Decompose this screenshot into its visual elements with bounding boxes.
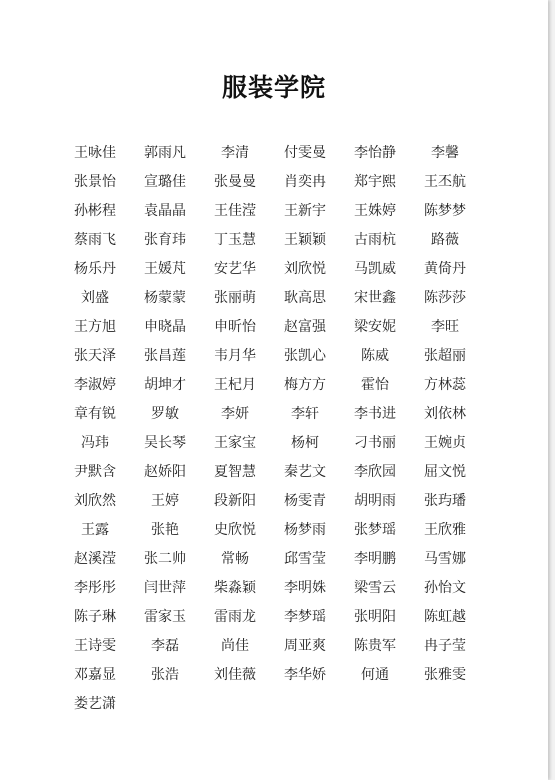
student-name: 杨乐丹 <box>74 261 116 277</box>
student-name: 李梦瑶 <box>284 609 326 625</box>
student-name: 吴长琴 <box>144 435 186 451</box>
student-name: 张玙璠 <box>424 493 466 509</box>
student-name: 王家宝 <box>214 435 256 451</box>
student-name: 申昕怡 <box>214 319 256 335</box>
student-name: 杨梦雨 <box>284 522 326 538</box>
student-name: 李旺 <box>431 319 459 335</box>
student-name: 张昌莲 <box>144 348 186 364</box>
student-name: 陈威 <box>361 348 389 364</box>
student-name: 杨蒙蒙 <box>144 290 186 306</box>
student-name: 孙彬程 <box>74 203 116 219</box>
page-title: 服装学院 <box>221 73 326 102</box>
student-name: 赵富强 <box>284 319 326 335</box>
student-name: 史欣悦 <box>214 522 256 538</box>
student-name: 邓嘉显 <box>74 667 116 683</box>
student-name: 李磊 <box>151 638 179 654</box>
student-name: 邱雪莹 <box>284 551 326 567</box>
student-name: 王丕航 <box>424 174 466 190</box>
student-name: 胡坤才 <box>144 377 186 393</box>
student-name: 蔡雨飞 <box>74 232 116 248</box>
student-name: 马凯威 <box>354 261 396 277</box>
student-name: 王佳滢 <box>214 203 256 219</box>
student-name: 梁雪云 <box>354 580 396 596</box>
student-name: 尚佳 <box>221 638 249 654</box>
student-name: 王诗雯 <box>74 638 116 654</box>
student-name: 张明阳 <box>354 609 396 625</box>
student-name: 李馨 <box>431 145 459 161</box>
student-name: 张二帅 <box>144 551 186 567</box>
student-name: 古雨杭 <box>354 232 396 248</box>
student-name: 陈莎莎 <box>424 290 466 306</box>
student-name: 郑宇熙 <box>354 174 396 190</box>
student-name: 安艺华 <box>214 261 256 277</box>
student-name: 王杞月 <box>214 377 256 393</box>
student-name: 陈虹越 <box>424 609 466 625</box>
student-name: 肖奕冉 <box>284 174 326 190</box>
student-name: 王欣雅 <box>424 522 466 538</box>
student-name: 李淑婷 <box>74 377 116 393</box>
student-name: 耿高思 <box>284 290 326 306</box>
student-name: 夏智慧 <box>214 464 256 480</box>
student-name: 杨柯 <box>291 435 319 451</box>
student-name: 马雪娜 <box>424 551 466 567</box>
student-name: 刘佳薇 <box>214 667 256 683</box>
student-name: 霍怡 <box>361 377 389 393</box>
student-name: 李明姝 <box>284 580 326 596</box>
student-name: 李彤彤 <box>74 580 116 596</box>
student-name: 周亚爽 <box>284 638 326 654</box>
student-name: 王方旭 <box>74 319 116 335</box>
student-name: 王姝婷 <box>354 203 396 219</box>
student-name: 付雯曼 <box>284 145 326 161</box>
student-name: 秦艺文 <box>284 464 326 480</box>
student-name: 李书进 <box>354 406 396 422</box>
student-name: 刘依林 <box>424 406 466 422</box>
student-name: 李清 <box>221 145 249 161</box>
student-name: 张景怡 <box>74 174 116 190</box>
student-name: 张超丽 <box>424 348 466 364</box>
student-name: 胡明雨 <box>354 493 396 509</box>
student-name: 冉子莹 <box>424 638 466 654</box>
student-name: 张艳 <box>151 522 179 538</box>
student-name: 娄艺潇 <box>74 696 116 712</box>
student-name: 李华娇 <box>284 667 326 683</box>
student-name: 李轩 <box>291 406 319 422</box>
student-name: 李妍 <box>221 406 249 422</box>
student-name: 丁玉慧 <box>214 232 256 248</box>
student-name: 宣璐佳 <box>144 174 186 190</box>
student-name: 闫世萍 <box>144 580 186 596</box>
student-name: 王咏佳 <box>74 145 116 161</box>
student-name: 张凯心 <box>284 348 326 364</box>
student-name: 章有锐 <box>74 406 116 422</box>
student-name: 雷家玉 <box>144 609 186 625</box>
student-name: 刘欣然 <box>74 493 116 509</box>
student-name: 王婉贞 <box>424 435 466 451</box>
student-name: 方林蕊 <box>424 377 466 393</box>
student-name: 郭雨凡 <box>144 145 186 161</box>
student-name: 何通 <box>361 667 389 683</box>
student-name: 张浩 <box>151 667 179 683</box>
student-name: 张丽萌 <box>214 290 256 306</box>
student-name: 王新宇 <box>284 203 326 219</box>
student-name: 张天泽 <box>74 348 116 364</box>
student-name: 冯玮 <box>81 435 109 451</box>
student-name: 李怡静 <box>354 145 396 161</box>
student-name: 刘欣悦 <box>284 261 326 277</box>
student-name: 赵娇阳 <box>144 464 186 480</box>
student-name: 梁安妮 <box>354 319 396 335</box>
student-name: 孙怡文 <box>424 580 466 596</box>
student-name: 段新阳 <box>214 493 256 509</box>
student-name: 赵溪滢 <box>74 551 116 567</box>
student-name: 陈贵军 <box>354 638 396 654</box>
student-name: 陈梦梦 <box>424 203 466 219</box>
student-name: 王婷 <box>151 493 179 509</box>
student-name: 梅方方 <box>284 377 326 393</box>
student-name: 申晓晶 <box>144 319 186 335</box>
student-name: 屈文悦 <box>424 464 466 480</box>
student-name: 王露 <box>81 522 109 538</box>
student-name: 路薇 <box>431 232 459 248</box>
student-name: 刘盛 <box>81 290 109 306</box>
student-name: 陈子琳 <box>74 609 116 625</box>
student-name: 张梦瑶 <box>354 522 396 538</box>
student-name: 王媛芃 <box>144 261 186 277</box>
student-name: 刁书丽 <box>354 435 396 451</box>
student-name: 张曼曼 <box>214 174 256 190</box>
student-name: 王颖颖 <box>284 232 326 248</box>
student-name: 罗敏 <box>151 406 179 422</box>
student-name: 张雅雯 <box>424 667 466 683</box>
student-name: 黄倚丹 <box>424 261 466 277</box>
student-name: 李欣园 <box>354 464 396 480</box>
student-name: 张育玮 <box>144 232 186 248</box>
student-name: 宋世鑫 <box>354 290 396 306</box>
student-name: 韦月华 <box>214 348 256 364</box>
student-name: 李明鹏 <box>354 551 396 567</box>
student-name: 尹默含 <box>74 464 116 480</box>
student-name: 杨雯青 <box>284 493 326 509</box>
student-name: 雷雨龙 <box>214 609 256 625</box>
student-name: 柴淼颖 <box>214 580 256 596</box>
names-list <box>60 142 480 722</box>
student-name: 常畅 <box>221 551 249 567</box>
student-name: 袁晶晶 <box>144 203 186 219</box>
